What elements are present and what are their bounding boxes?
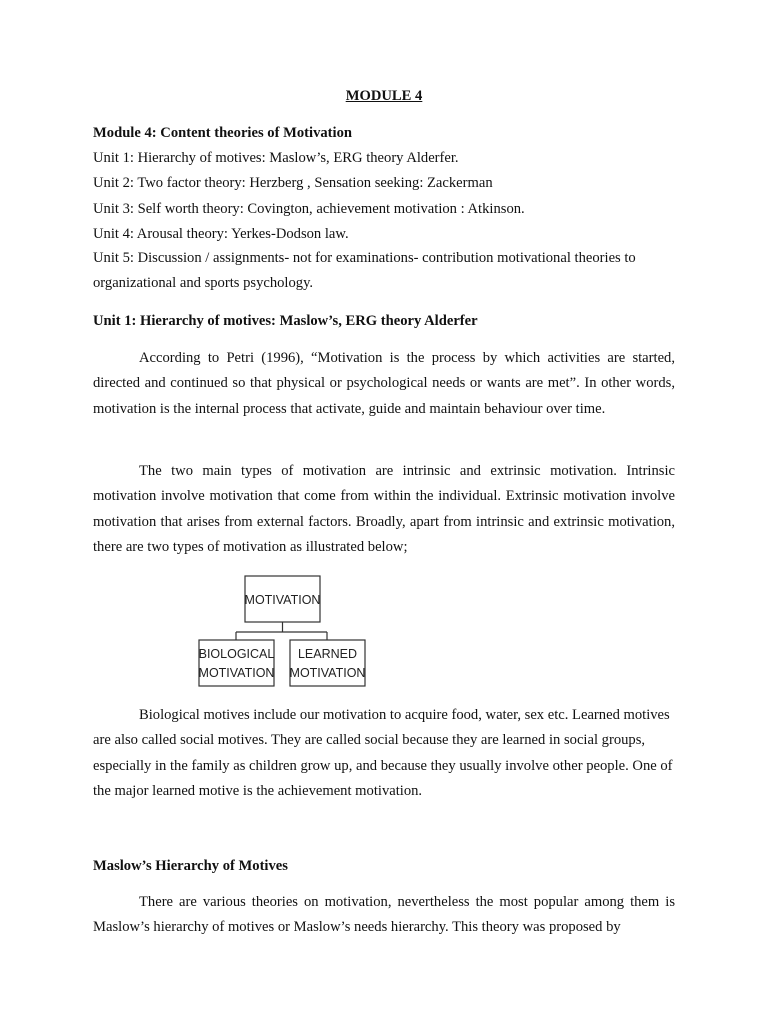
diagram-child-label: BIOLOGICAL	[198, 647, 275, 661]
diagram-child-label: MOTIVATION	[289, 666, 366, 680]
unit-list-item: Unit 4: Arousal theory: Yerkes-Dodson law.	[93, 226, 349, 242]
section-heading-maslow: Maslow’s Hierarchy of Motives	[93, 858, 288, 874]
paragraph: The two main types of motivation are intrinsic and extrinsic motivation. Intrinsic motivation involve motivation that come from within the individual. Extrinsic motivation involve motivation that arises from external factors. Broadly, apart from intrinsic and extrinsic motivation, there are two types of motivation as illustrated below;	[93, 463, 675, 556]
diagram-child-label: LEARNED	[297, 647, 358, 661]
diagram-child-label: MOTIVATION	[198, 666, 275, 680]
section-heading-unit1: Unit 1: Hierarchy of motives: Maslow’s, ERG theory Alderfer	[93, 313, 478, 329]
unit-list-item: Unit 5: Discussion / assignments- not for examinations- contribution motivational theories to organizational and sports psychology.	[93, 250, 636, 292]
paragraph: There are various theories on motivation, nevertheless the most popular among them is Maslow’s hierarchy of motives or Maslow’s needs hierarchy. This theory was proposed by	[93, 894, 675, 936]
unit-list-item: Unit 3: Self worth theory: Covington, achievement motivation : Atkinson.	[93, 201, 525, 217]
unit-list-item: Unit 2: Two factor theory: Herzberg , Sensation seeking: Zackerman	[93, 175, 493, 191]
diagram-root-label: MOTIVATION	[244, 593, 321, 607]
paragraph: According to Petri (1996), “Motivation is the process by which activities are started, directed and continued so that physical or psychological needs or wants are met”. In other words, motivation is the internal process that activate, guide and maintain behaviour over time.	[93, 350, 675, 417]
unit-list-item: Unit 1: Hierarchy of motives: Maslow’s, ERG theory Alderfer.	[93, 150, 459, 166]
module-heading: Module 4: Content theories of Motivation	[93, 125, 353, 141]
page-title: MODULE 4	[345, 88, 423, 104]
paragraph: Biological motives include our motivation to acquire food, water, sex etc. Learned motives are also called social motives. They are called social because they are learned in social groups, especially in the family as children grow up, and because they usually involve other people. One of the major learned motive is the achievement motivation.	[93, 707, 673, 800]
